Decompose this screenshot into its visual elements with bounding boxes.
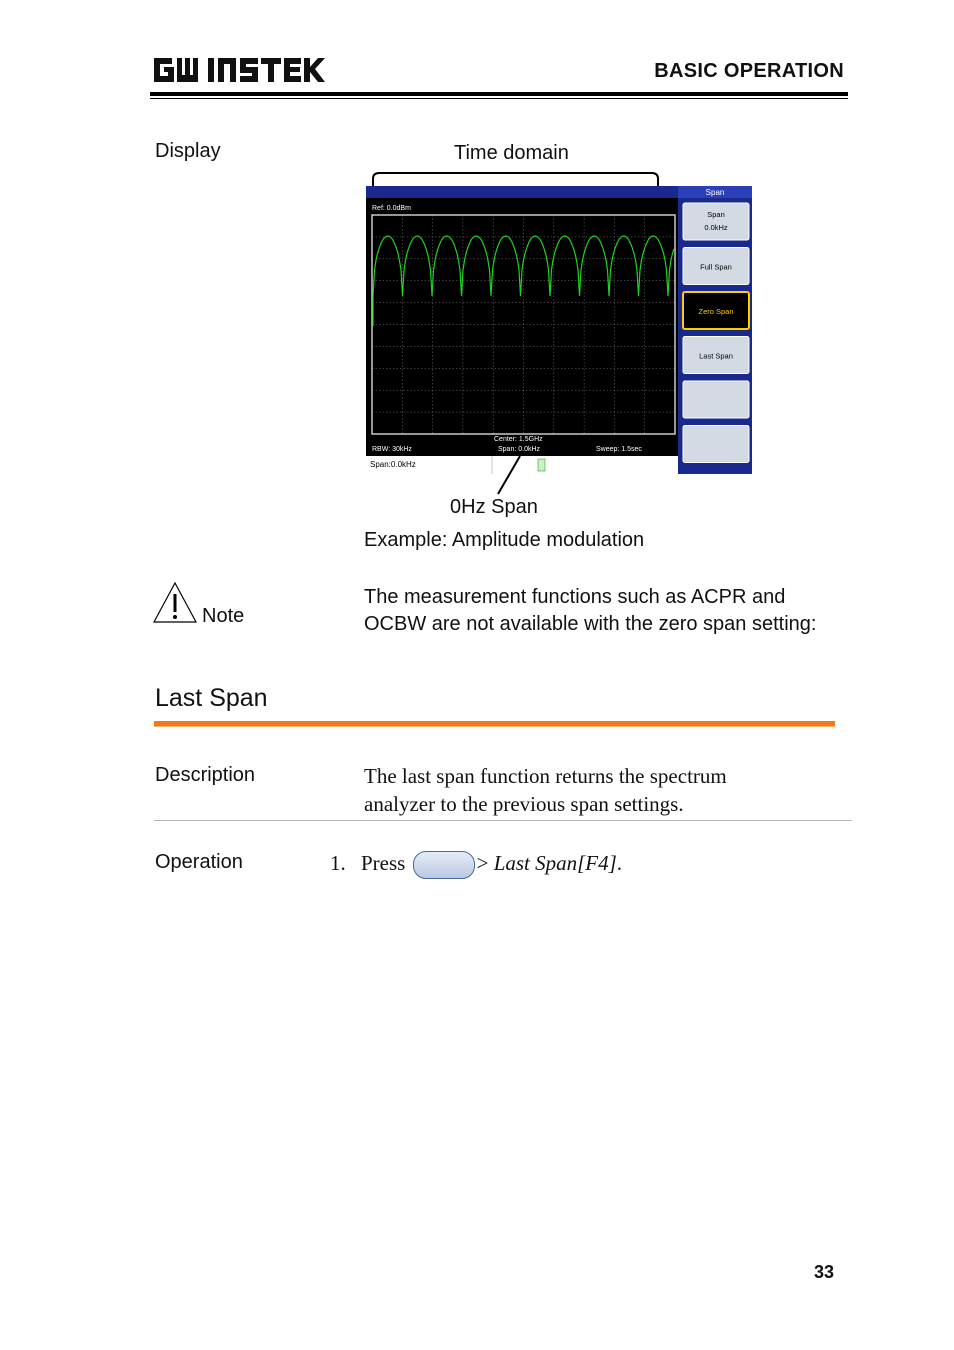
note-label: Note (202, 605, 245, 627)
zero-hz-pointer (490, 452, 530, 498)
note-text-line-2: OCBW are not available with the zero span setting: (364, 613, 817, 635)
softkey-label: Span (707, 210, 725, 219)
header-rule (150, 92, 848, 96)
time-domain-label: Time domain (454, 142, 569, 164)
softkey-5 (683, 381, 749, 418)
softkey-6 (683, 426, 749, 463)
display-label: Display (155, 140, 221, 162)
step-gt: > (476, 851, 489, 875)
softkey-value: 0.0kHz (704, 223, 728, 232)
softkey-label: Zero Span (698, 307, 734, 316)
softkey-1 (683, 203, 749, 240)
operation-step (330, 849, 622, 879)
sweep-text: Sweep: 1.5sec (596, 446, 642, 453)
heading-rule (154, 721, 835, 727)
gw-instek-logo (152, 54, 327, 86)
figure-caption: Example: Amplitude modulation (364, 529, 645, 551)
description-text (364, 762, 844, 818)
zero-hz-label: 0Hz Span (450, 496, 538, 518)
step-press-text: Press (361, 851, 406, 875)
step-end: . (616, 851, 623, 875)
ref-level-text: Ref: 0.0dBm (372, 205, 411, 212)
operation-label: Operation (155, 851, 243, 873)
description-line-1: The last span function returns the spectrum (364, 764, 727, 788)
center-text: Center: 1.5GHz (494, 436, 543, 443)
note-text (364, 584, 854, 638)
analyzer-screen (366, 186, 752, 474)
rbw-text: RBW: 30kHz (372, 446, 412, 453)
header-rule-thin (150, 98, 848, 99)
span-text: Span: 0.0kHz (498, 446, 541, 453)
description-divider (154, 820, 852, 821)
warning-icon (152, 580, 198, 624)
step-action: Last Span[F4] (493, 851, 617, 875)
softkey-label: Last Span (699, 351, 733, 361)
softkey-label: Full Span (700, 262, 732, 272)
last-span-heading: Last Span (155, 684, 268, 712)
menu-title: Span (705, 188, 725, 197)
description-label: Description (155, 764, 256, 786)
step-number: 1. (330, 851, 346, 875)
description-line-2: analyzer to the previous span settings. (364, 792, 684, 816)
section-title: BASIC OPERATION (654, 60, 844, 82)
note-text-line-1: The measurement functions such as ACPR and (364, 586, 786, 608)
status-span-text: Span:0.0kHz (370, 460, 416, 469)
status-indicator-icon (538, 459, 545, 471)
span-key-button[interactable] (413, 851, 475, 879)
page-number: 33 (813, 1262, 834, 1282)
